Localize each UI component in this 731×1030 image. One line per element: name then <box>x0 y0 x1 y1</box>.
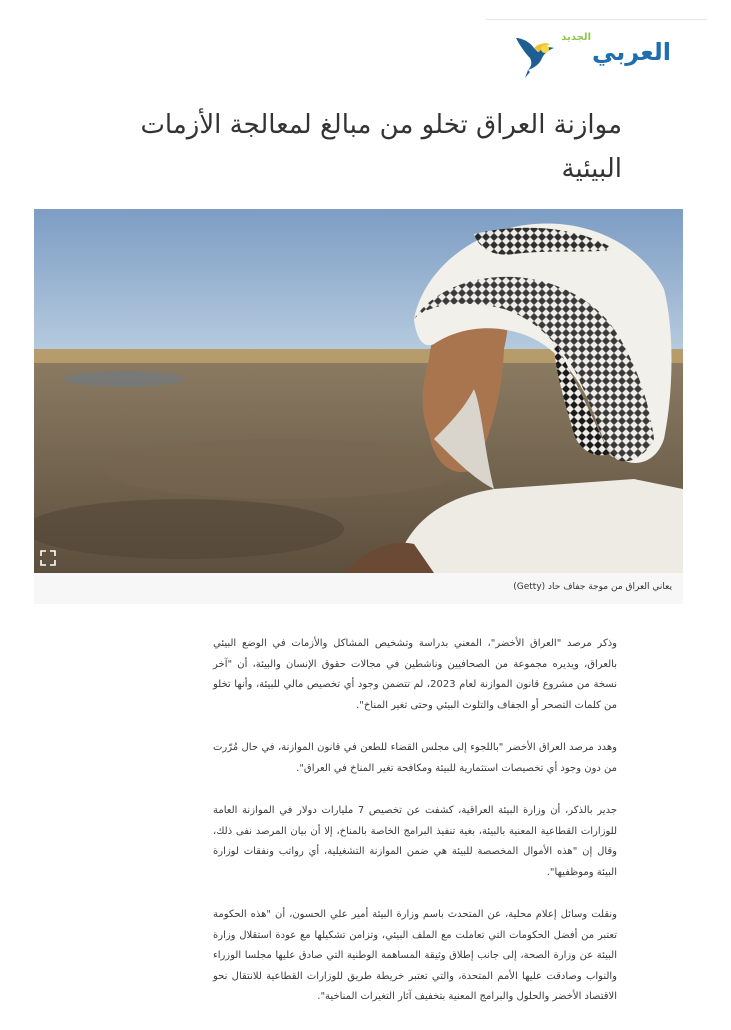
article-photo[interactable] <box>34 209 683 573</box>
image-caption-bar <box>34 573 683 604</box>
logo-wordmark: العربي <box>591 38 671 66</box>
site-logo[interactable] <box>510 30 675 80</box>
paragraph: جدير بالذكر، أن وزارة البيئة العراقية، كشفت عن تخصيص 7 مليارات دولار في الموازنة العامة للوزارات القطاعية المعنية بالبيئة، بغية تنفيذ البرامج الخاصة بالمناخ، إلا أن بيان المرصد نفى ذلك، وقال إن "هذه الأموال المخصصة للبيئة هي ضمن الموازنة التشغيلية، أي رواتب ونفقات لوزارة البيئة وموظفيها". <box>213 805 618 878</box>
paragraph: وذكر مرصد "العراق الأخضر"، المعني بدراسة وتشخيص المشاكل والأزمات في الوضع البيئي بالعراق، ويديره مجموعة من الصحافيين وناشطين في مجالات حقوق الإنسان والبيئة، أن "آخر نسخة من مشروع قانون الموازنة لعام 2023، لم تتضمن وجود أي تخصيص مالي للبيئة، وأنها تخلو من كلمات التصحر أو الجفاف والتلوث البيئي وحتى تغير المناخ". <box>213 638 617 711</box>
article-title: موازنة العراق تخلو من مبالغ لمعالجة الأزمات البيئية <box>140 110 622 184</box>
paragraph: وهدد مرصد العراق الأخضر "باللجوء إلى مجلس القضاء للطعن في قانون الموازنة، في حال مُرّرت من دون وجود أي تخصيصات استثمارية للبيئة ومكافحة تغير المناخ في العراق". <box>213 742 617 774</box>
article-body <box>213 634 617 1030</box>
expand-icon[interactable] <box>38 548 58 568</box>
header-divider <box>486 19 707 20</box>
bird-logo-icon <box>512 32 558 78</box>
logo-subtitle: الجديد <box>561 32 591 43</box>
paragraph: ونقلت وسائل إعلام محلية، عن المتحدث باسم وزارة البيئة أمير علي الحسون، أن "هذه الحكومة تعتبر من أفضل الحكومات التي تعاملت مع الملف البيئي، وتزامن تشكيلها مع عودة استقلال وزارة البيئة عن وزارة الصحة، إلى جانب إطلاق وثيقة المساهمة الوطنية التي صادق عليها مجلسا الوزراء والنواب وصادقت عليها الأمم المتحدة، والتي تعتبر خريطة طريق للوزارات القطاعية للانتقال نحو الاقتصاد الأخضر والحلول والبرامج المعنية بتخفيف آثار التغيرات المناخية". <box>213 909 617 1002</box>
image-caption: يعاني العراق من موجة جفاف حاد (Getty) <box>513 582 672 592</box>
